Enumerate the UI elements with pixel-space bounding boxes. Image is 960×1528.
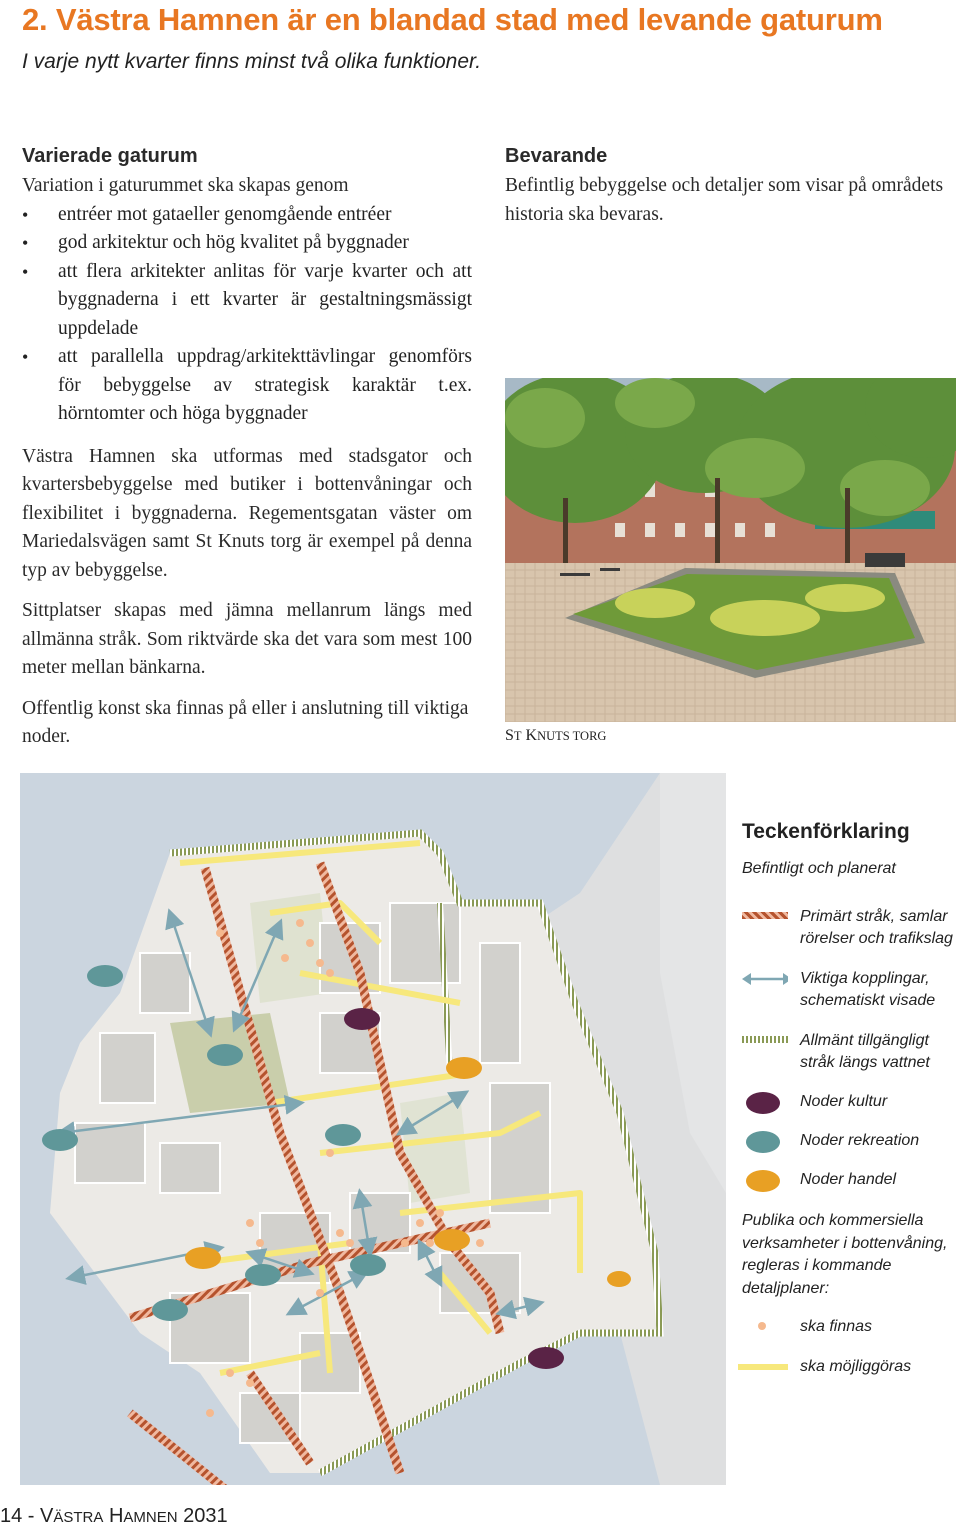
section-heading-varierade-gaturum: Varierade gaturum [22, 145, 198, 167]
paragraph: Offentlig konst ska finnas på eller i anslutning till viktiga noder. [22, 697, 469, 747]
yellow-path-swatch [738, 1364, 788, 1370]
intro-text: Variation i gaturummet ska skapas genom [22, 175, 349, 196]
legend-item-recreation: Noder rekreation [742, 1129, 960, 1155]
legend-subtitle: Befintligt och planerat [742, 860, 896, 877]
culture-node-icon [746, 1092, 780, 1114]
waterfront-path-swatch [742, 1036, 788, 1043]
legend-item-waterfront: Allmänt tillgängligt stråk längs vattnet [742, 1030, 960, 1076]
left-column [22, 145, 472, 752]
legend-item-primary: Primärt stråk, samlar rörelser och trafikslag [742, 906, 960, 952]
legend-title: Teckenförklaring [742, 820, 910, 843]
legend-item-enable: ska möjliggöras [742, 1356, 960, 1382]
commerce-node-icon [746, 1170, 780, 1192]
paragraph: Sittplatser skapas med jämna mellanrum längs med allmänna stråk. Som riktvärde ska det vara som mest 100 meter mellan bänkarna. [22, 600, 472, 678]
list-item: • entréer mot gataeller genomgående entréer [22, 203, 392, 225]
page-subtitle: I varje nytt kvarter finns minst två olika funktioner. [22, 50, 482, 73]
legend-item-links: Viktiga kopplingar, schematiskt visade [742, 968, 960, 1014]
legend-section-ground-floor: Publika och kommersiella verksamheter i bottenvåning, regleras i kommande detaljplaner: [742, 1212, 948, 1297]
st-knuts-torg-photo [505, 378, 956, 722]
right-column [505, 145, 957, 229]
map-legend [742, 820, 960, 1375]
page-title: 2. Västra Hamnen är en blandad stad med levande gaturum [22, 2, 883, 37]
dot-icon [758, 1322, 766, 1330]
bevarande-text: Befintlig bebyggelse och detaljer som visar på områdets historia ska bevaras. [505, 175, 944, 225]
legend-item-commerce: Noder handel [742, 1168, 960, 1194]
double-arrow-icon [742, 972, 788, 986]
list-item: • god arkitektur och hög kvalitet på byggnader [22, 232, 409, 253]
bullet-list [22, 201, 472, 429]
recreation-node-icon [746, 1131, 780, 1153]
legend-item-culture: Noder kultur [742, 1090, 960, 1116]
primary-path-swatch [742, 912, 788, 919]
list-item: • att parallella uppdrag/arkitekttävlingar genomförs för bebyggelse av strategisk karaktär t.ex. hörntomter och höga byggnader [22, 346, 472, 424]
area-map [20, 773, 726, 1485]
photo-caption: ST KNUTS TORG [505, 727, 607, 744]
legend-item-must-exist: ska finnas [742, 1316, 960, 1342]
section-heading-bevarande: Bevarande [505, 145, 608, 167]
page-footer: 14 - VÄSTRA HAMNEN 2031 [0, 1505, 228, 1527]
list-item: • att flera arkitekter anlitas för varje kvarter och att byggnaderna i ett kvarter är gestaltningsmässigt uppdelade [22, 260, 472, 339]
paragraph: Västra Hamnen ska utformas med stadsgator och kvartersbebyggelse med butiker i bottenvåningar och flexibilitet i byggnaderna. Regementsgatan väster om Mariedalsvägen samt St Knuts torg är exempel på denna typ av bebyggelse. [22, 445, 472, 581]
